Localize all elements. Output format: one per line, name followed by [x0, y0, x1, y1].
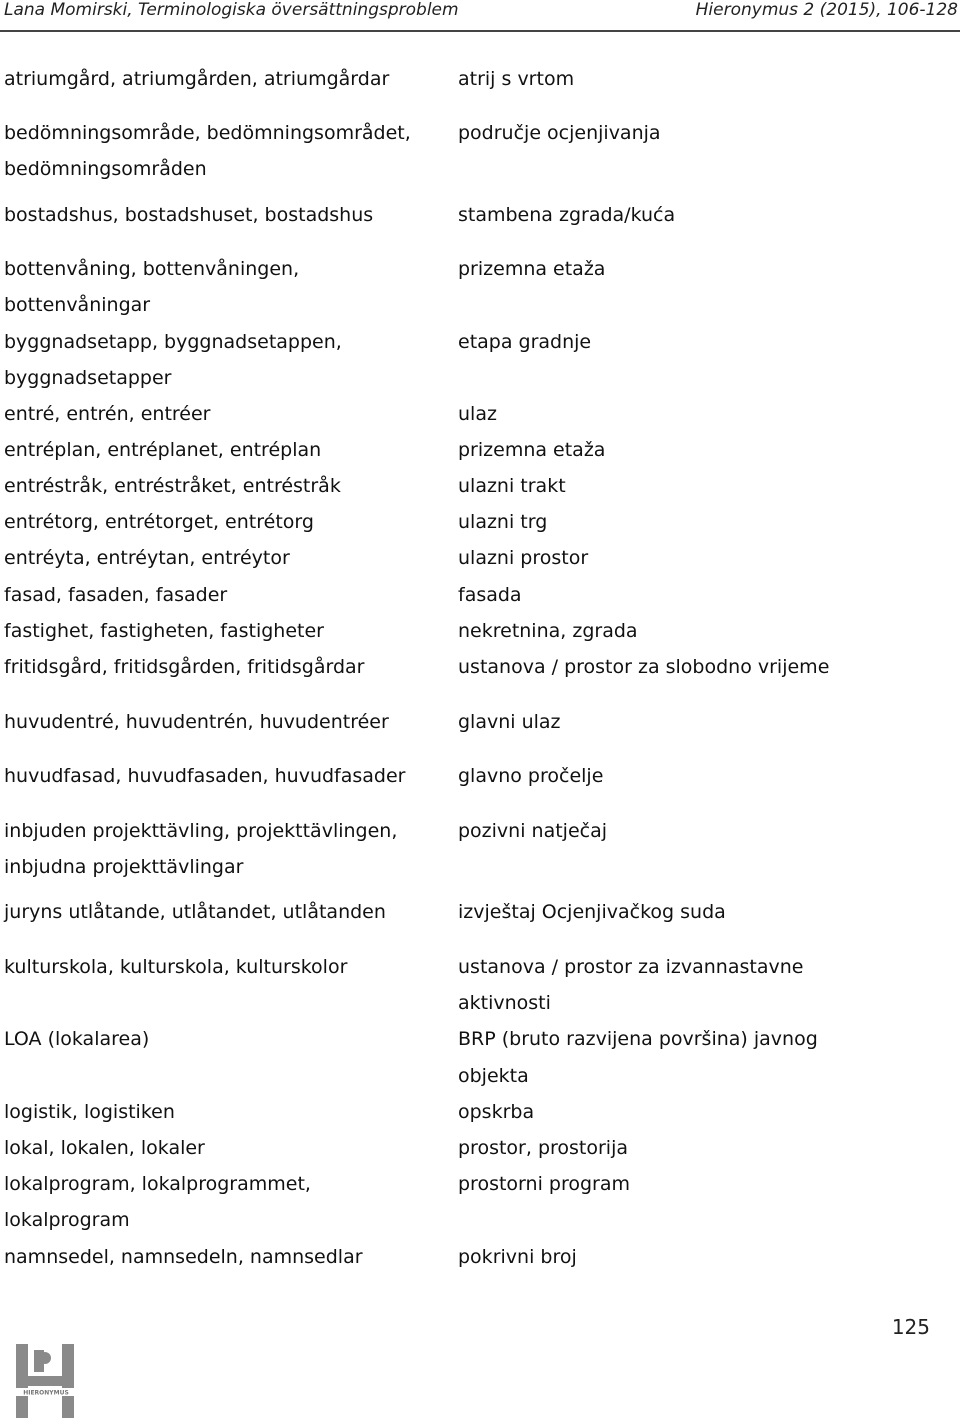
term-croatian: fasada — [458, 584, 522, 606]
term-swedish: fasad, fasaden, fasader — [4, 584, 228, 606]
term-swedish: huvudentré, huvudentrén, huvudentréer — [4, 711, 389, 733]
term-croatian: opskrba — [458, 1101, 535, 1123]
term-croatian: pozivni natječaj — [458, 820, 608, 842]
term-swedish-continued: bedömningsområden — [4, 158, 207, 180]
term-croatian: etapa gradnje — [458, 331, 592, 353]
term-swedish: entréplan, entréplanet, entréplan — [4, 439, 322, 461]
term-croatian: glavno pročelje — [458, 765, 604, 787]
term-swedish: huvudfasad, huvudfasaden, huvudfasader — [4, 765, 406, 787]
term-croatian: ulazni trakt — [458, 475, 566, 497]
term-croatian: ulazni prostor — [458, 547, 589, 569]
term-swedish: lokalprogram, lokalprogrammet, — [4, 1173, 311, 1195]
term-croatian: BRP (bruto razvijena površina) javnog — [458, 1028, 818, 1050]
term-croatian: prizemna etaža — [458, 439, 606, 461]
term-swedish-continued: bottenvåningar — [4, 294, 151, 316]
term-swedish: lokal, lokalen, lokaler — [4, 1137, 205, 1159]
term-croatian-continued: aktivnosti — [458, 992, 551, 1014]
term-swedish: inbjuden projekttävling, projekttävlingen, — [4, 820, 398, 842]
term-swedish-continued: lokalprogram — [4, 1209, 130, 1231]
header-journal: Hieronymus 2 (2015), 106-128 — [695, 0, 958, 20]
term-swedish: fastighet, fastigheten, fastigheter — [4, 620, 324, 642]
term-swedish: namnsedel, namnsedeln, namnsedlar — [4, 1246, 363, 1268]
term-swedish: juryns utlåtande, utlåtandet, utlåtanden — [4, 901, 386, 923]
term-swedish: entréstråk, entréstråket, entréstråk — [4, 475, 341, 497]
term-swedish: byggnadsetapp, byggnadsetappen, — [4, 331, 342, 353]
term-croatian: glavni ulaz — [458, 711, 561, 733]
term-swedish: entré, entrén, entréer — [4, 403, 211, 425]
page-number: 125 — [891, 1315, 930, 1339]
term-swedish: entrétorg, entrétorget, entrétorg — [4, 511, 314, 533]
term-croatian: ulazni trg — [458, 511, 548, 533]
header-rule — [0, 30, 960, 32]
term-swedish-continued: inbjudna projekttävlingar — [4, 856, 244, 878]
term-croatian: prostor, prostorija — [458, 1137, 629, 1159]
term-swedish: LOA (lokalarea) — [4, 1028, 150, 1050]
term-croatian: atrij s vrtom — [458, 68, 575, 90]
term-croatian: nekretnina, zgrada — [458, 620, 638, 642]
term-swedish: bottenvåning, bottenvåningen, — [4, 258, 300, 280]
term-croatian: prizemna etaža — [458, 258, 606, 280]
term-croatian: izvještaj Ocjenjivačkog suda — [458, 901, 726, 923]
term-croatian: ustanova / prostor za izvannastavne — [458, 956, 804, 978]
term-croatian: područje ocjenjivanja — [458, 122, 661, 144]
term-croatian: ustanova / prostor za slobodno vrijeme — [458, 656, 830, 678]
term-swedish: fritidsgård, fritidsgården, fritidsgårdar — [4, 656, 365, 678]
hieronymus-logo-icon — [14, 1340, 78, 1420]
term-swedish: kulturskola, kulturskola, kulturskolor — [4, 956, 348, 978]
term-swedish: bostadshus, bostadshuset, bostadshus — [4, 204, 374, 226]
term-croatian: ulaz — [458, 403, 497, 425]
term-swedish: logistik, logistiken — [4, 1101, 175, 1123]
term-swedish-continued: byggnadsetapper — [4, 367, 172, 389]
term-croatian: stambena zgrada/kuća — [458, 204, 676, 226]
term-croatian: pokrivni broj — [458, 1246, 577, 1268]
term-swedish: atriumgård, atriumgården, atriumgårdar — [4, 68, 390, 90]
header-author-title: Lana Momirski, Terminologiska översättningsproblem — [4, 0, 459, 20]
term-croatian: prostorni program — [458, 1173, 630, 1195]
term-croatian-continued: objekta — [458, 1065, 529, 1087]
term-swedish: bedömningsområde, bedömningsområdet, — [4, 122, 411, 144]
logo-wordmark: HIERONYMUS — [23, 1389, 69, 1397]
term-swedish: entréyta, entréytan, entréytor — [4, 547, 290, 569]
running-header — [0, 0, 960, 26]
